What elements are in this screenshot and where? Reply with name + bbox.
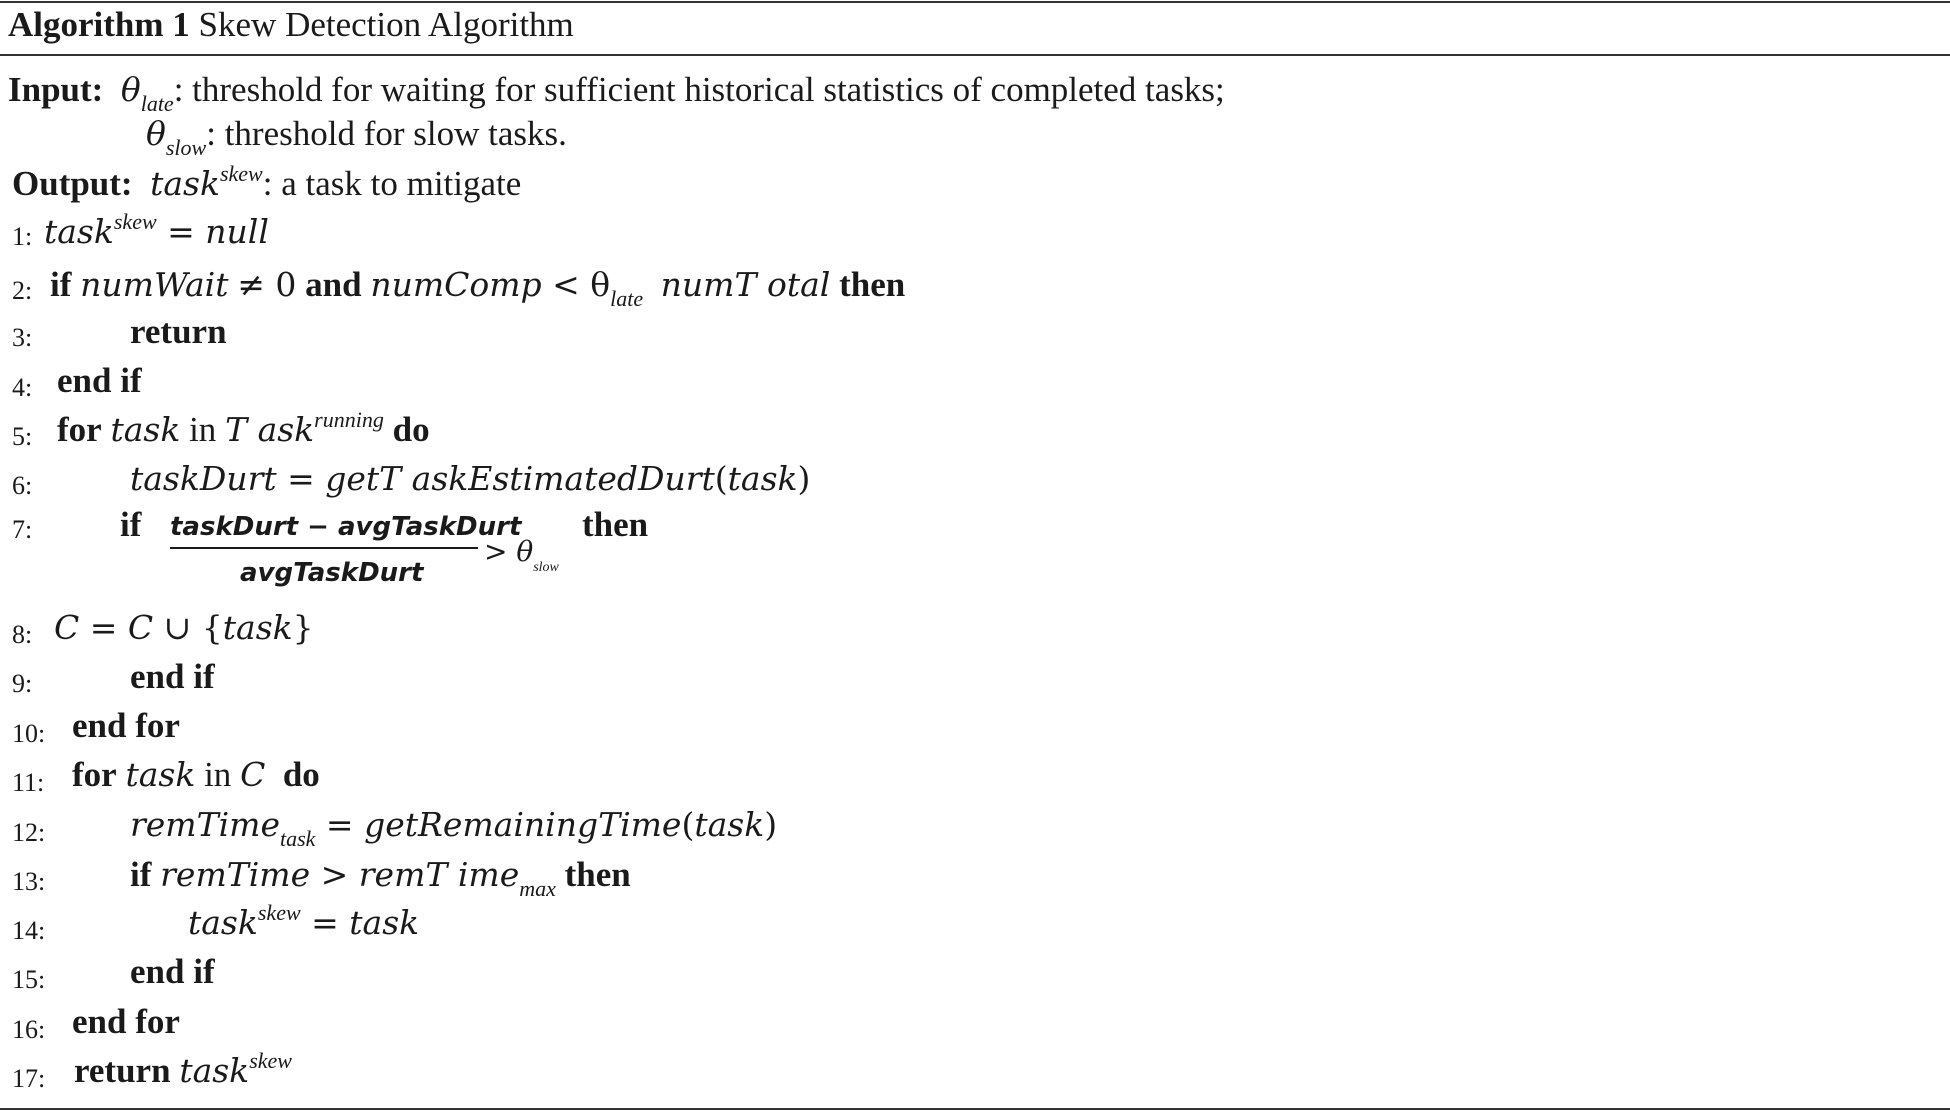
theta-symbol: θ <box>146 114 166 153</box>
theta-slow-subscript: slow <box>165 135 207 160</box>
algorithm-title: Skew Detection Algorithm <box>198 5 574 44</box>
algorithm-label: Algorithm 1 <box>8 5 190 44</box>
algo-line-6: taskDurt = getT askEstimatedDurt(task) <box>130 459 811 498</box>
line-number: 15: <box>12 965 46 994</box>
line-number: 17: <box>12 1064 46 1093</box>
algo-line-13: if remTime > remT ime$_{max}$ then <box>130 855 631 901</box>
algo-line-9: end if <box>130 657 215 696</box>
line-number: 1: <box>12 222 33 251</box>
line-number: 16: <box>12 1015 46 1044</box>
line-number: 11: <box>12 768 45 797</box>
line-number: 2: <box>12 276 33 305</box>
algo-line-7-if: if <box>120 505 142 544</box>
algo-line-7-compare: > $\theta_{slow}$ <box>484 535 559 575</box>
line-number: 5: <box>12 422 33 451</box>
line-number: 12: <box>12 818 46 847</box>
top-rule <box>0 1 1950 3</box>
line-number: 14: <box>12 916 46 945</box>
output-keyword: Output: <box>12 164 133 203</box>
theta-late-description: : threshold for waiting for sufficient historical statistics of completed tasks; <box>173 70 1225 109</box>
theta-symbol: θ <box>120 70 141 109</box>
input-line-1 <box>8 70 1225 116</box>
fraction-bar <box>170 547 478 549</box>
output-line <box>12 161 522 204</box>
input-line-2 <box>146 114 567 160</box>
output-variable: task <box>150 164 220 203</box>
output-description: : a task to mitigate <box>262 164 522 203</box>
fraction-numerator: taskDurt − avgTaskDurt <box>170 512 522 542</box>
algo-line-12: remTime$_{task}$ = getRemainingTime(task) <box>130 805 778 851</box>
theta-slow-description: : threshold for slow tasks. <box>206 114 567 153</box>
line-number: 3: <box>12 323 33 352</box>
algo-line-17: return task$^{skew}$ <box>74 1048 292 1090</box>
line-number: 7: <box>12 515 33 544</box>
algo-line-7-then: then <box>582 505 649 544</box>
theta-late-subscript: late <box>140 91 174 116</box>
algo-line-5: for task in T ask$^{running}$ do <box>57 407 430 449</box>
algo-line-16: end for <box>72 1002 180 1041</box>
line-number: 10: <box>12 719 46 748</box>
line-number: 8: <box>12 620 33 649</box>
algo-line-1: task$^{skew}$ = null <box>44 209 269 251</box>
algo-line-3: return <box>130 312 227 351</box>
algo-line-15: end if <box>130 952 215 991</box>
algo-line-8: C = C ∪ {task} <box>54 608 314 647</box>
algorithm-caption <box>8 5 574 45</box>
algo-line-4: end if <box>57 361 142 400</box>
line-number: 6: <box>12 471 33 500</box>
input-keyword: Input: <box>8 70 104 109</box>
bottom-rule <box>0 1108 1950 1110</box>
algo-line-11: for task in C do <box>72 755 320 794</box>
algo-line-10: end for <box>72 706 180 745</box>
algo-line-2: if numWait ≠ 0 and numComp < $\theta_{late}$ numT otal then <box>50 265 906 311</box>
output-variable-superscript: skew <box>219 161 263 186</box>
line-number: 9: <box>12 669 33 698</box>
fraction-denominator: avgTaskDurt <box>240 558 424 588</box>
line-number: 13: <box>12 867 46 896</box>
title-rule <box>0 54 1950 56</box>
algo-line-14: task$^{skew}$ = task <box>188 900 420 942</box>
line-number: 4: <box>12 373 33 402</box>
